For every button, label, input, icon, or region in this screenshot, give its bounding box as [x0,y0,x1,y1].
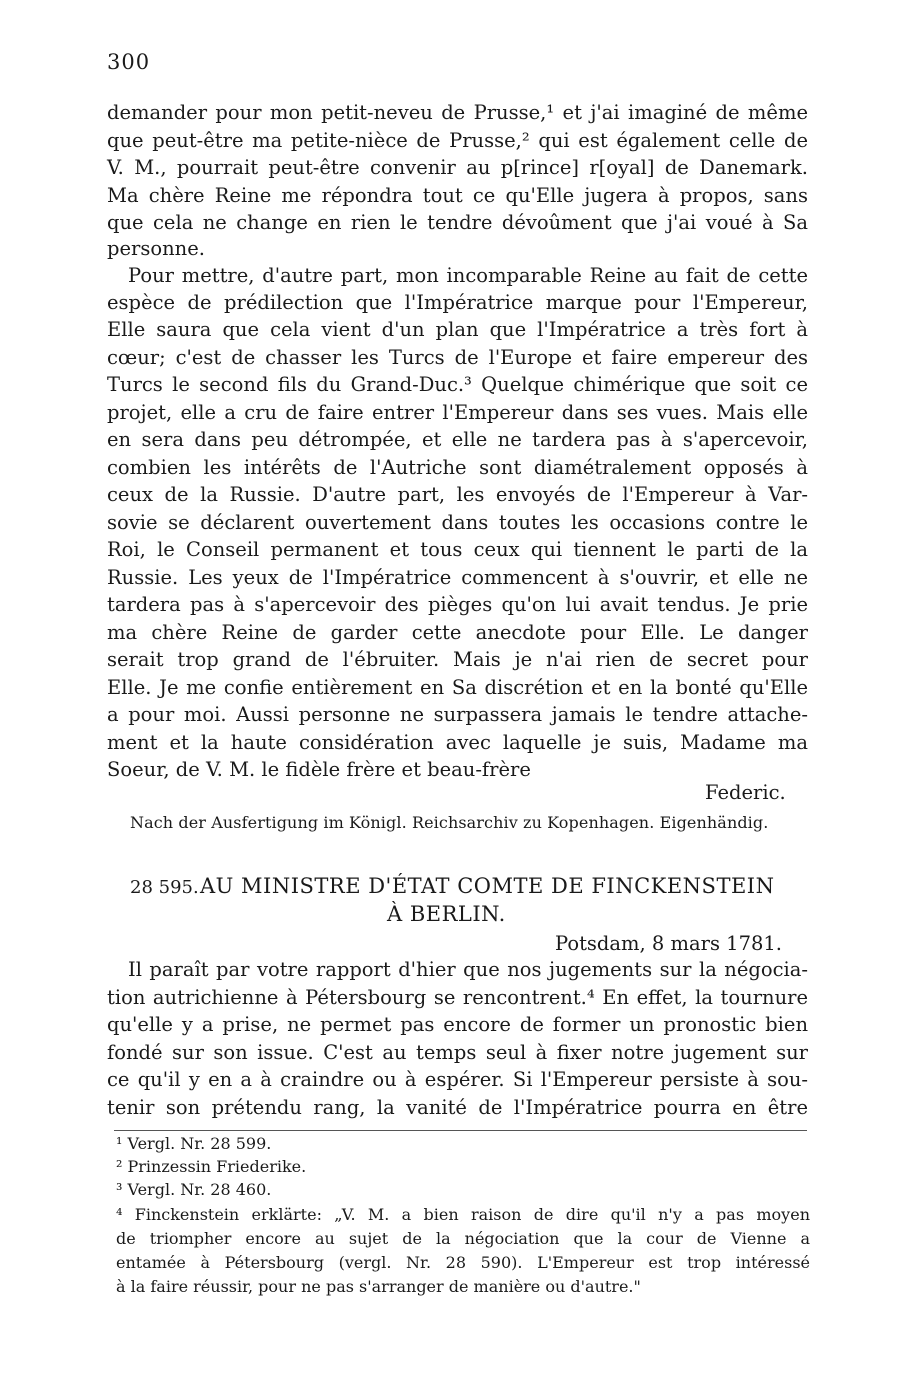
letter-line: ment et la haute considération avec laquelle je suis, Madame ma [107,731,808,754]
body-line: Il paraît par votre rapport d'hier que nos jugements sur la négocia- [128,958,808,981]
letter-line: Elle. Je me confie entièrement en Sa discrétion et en la bonté qu'Elle [107,676,808,699]
letter-line: que cela ne change en rien le tendre dévoûment que j'ai voué à Sa [107,211,808,234]
body-line: tion autrichienne à Pétersbourg se rencontrent.⁴ En effet, la tournure [107,986,808,1009]
footnote-rule [114,1130,807,1131]
footnote: à la faire réussir, pour ne pas s'arranger de manière ou d'autre." [116,1277,641,1296]
dateline: Potsdam, 8 mars 1781. [555,932,782,955]
letter-line: a pour moi. Aussi personne ne surpassera jamais le tendre attache- [107,703,808,726]
footnote: ⁴ Finckenstein erklärte: „V. M. a bien raison de dire qu'il n'y a pas moyen [116,1205,810,1224]
letter-line: en sera dans peu détrompée, et elle ne tardera pas à s'apercevoir, [107,428,808,451]
letter-line: tardera pas à s'apercevoir des pièges qu'on lui avait tendus. Je prie [107,593,808,616]
letter-heading-place: À BERLIN. [387,902,506,926]
letter-line: Turcs le second fils du Grand-Duc.³ Quelque chimérique que soit ce [107,373,808,396]
body-line: ce qu'il y en a à craindre ou à espérer. Si l'Empereur persiste à sou- [107,1068,808,1091]
footnote: ² Prinzessin Friederike. [116,1157,307,1176]
body-line: fondé sur son issue. C'est au temps seul à fixer notre jugement sur [107,1041,808,1064]
letter-line: ceux de la Russie. D'autre part, les envoyés de l'Empereur à Var- [107,483,808,506]
letter-line: espèce de prédilection que l'Impératrice marque pour l'Empereur, [107,291,808,314]
letter-line: Russie. Les yeux de l'Impératrice commencent à s'ouvrir, et elle ne [107,566,808,589]
letter-line: ma chère Reine de garder cette anecdote pour Elle. Le danger [107,621,808,644]
letter-line: que peut-être ma petite-nièce de Prusse,² qui est également celle de [107,129,808,152]
letter-line: sovie se déclarent ouvertement dans toutes les occasions contre le [107,511,808,534]
body-line: qu'elle y a prise, ne permet pas encore de former un pronostic bien [107,1013,808,1036]
footnote: de triompher encore au sujet de la négociation que la cour de Vienne a [116,1229,810,1248]
letter-line: Soeur, de V. M. le fidèle frère et beau-frère [107,758,531,781]
letter-heading: AU MINISTRE D'ÉTAT COMTE DE FINCKENSTEIN [200,874,775,898]
signature: Federic. [705,781,786,804]
footnote: ³ Vergl. Nr. 28 460. [116,1180,272,1199]
letter-line: Elle saura que cela vient d'un plan que l'Impératrice a très fort à [107,318,808,341]
page-number: 300 [107,50,151,74]
letter-line: Ma chère Reine me répondra tout ce qu'Elle jugera à propos, sans [107,184,808,207]
footnote: entamée à Pétersbourg (vergl. Nr. 28 590). L'Empereur est trop intéressé [116,1253,810,1272]
letter-line: projet, elle a cru de faire entrer l'Empereur dans ses vues. Mais elle [107,401,808,424]
letter-line: V. M., pourrait peut-être convenir au p[rince] r[oyal] de Danemark. [107,156,808,179]
letter-line: serait trop grand de l'ébruiter. Mais je n'ai rien de secret pour [107,648,808,671]
letter-line: demander pour mon petit-neveu de Prusse,¹ et j'ai imaginé de même [107,101,808,124]
document-number: 28 595. [130,877,199,898]
source-note: Nach der Ausfertigung im Königl. Reichsarchiv zu Kopenhagen. Eigenhändig. [130,813,769,832]
footnote: ¹ Vergl. Nr. 28 599. [116,1134,272,1153]
body-line: tenir son prétendu rang, la vanité de l'Impératrice pourra en être [107,1096,808,1119]
letter-line: cœur; c'est de chasser les Turcs de l'Europe et faire empereur des [107,346,808,369]
letter-line: Roi, le Conseil permanent et tous ceux qui tiennent le parti de la [107,538,808,561]
letter-line: combien les intérêts de l'Autriche sont diamétralement opposés à [107,456,808,479]
letter-line: personne. [107,237,205,260]
letter-line: Pour mettre, d'autre part, mon incomparable Reine au fait de cette [128,264,808,287]
